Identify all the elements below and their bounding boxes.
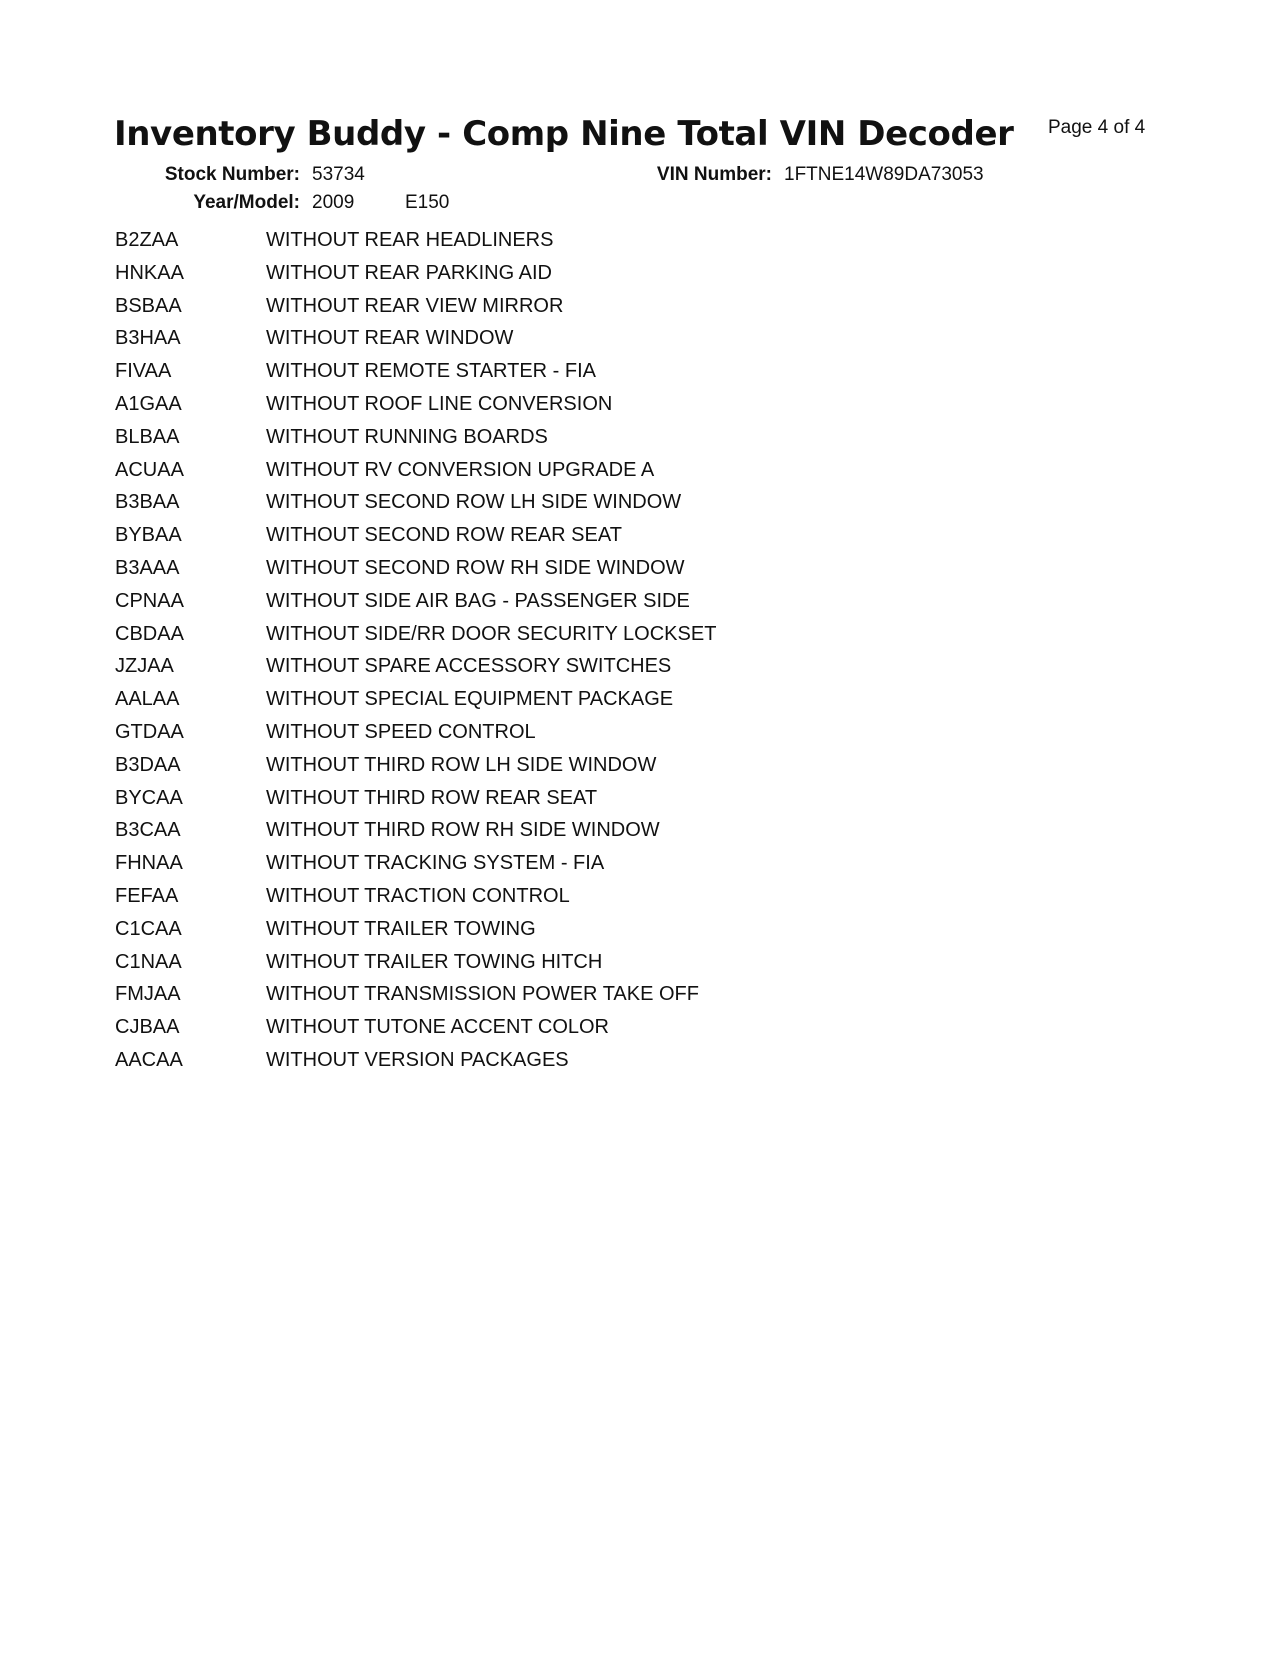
option-description: WITHOUT SECOND ROW RH SIDE WINDOW xyxy=(266,556,685,579)
option-description: WITHOUT TRACTION CONTROL xyxy=(266,884,570,907)
option-code: FIVAA xyxy=(115,360,172,383)
option-description: WITHOUT TRAILER TOWING xyxy=(266,917,536,940)
option-code: CPNAA xyxy=(115,589,184,612)
option-description: WITHOUT SPARE ACCESSORY SWITCHES xyxy=(266,655,672,678)
option-code: ACUAA xyxy=(115,458,184,481)
option-code: B3CAA xyxy=(115,819,181,842)
option-row xyxy=(115,557,716,590)
model-value: E150 xyxy=(405,192,450,213)
year-model-label: Year/Model: xyxy=(193,192,300,213)
option-description: WITHOUT REAR HEADLINERS xyxy=(266,229,554,251)
option-code: BLBAA xyxy=(115,425,180,448)
option-code: BYBAA xyxy=(115,524,182,547)
option-row xyxy=(115,459,716,492)
option-code: BSBAA xyxy=(115,294,182,317)
option-row xyxy=(115,524,716,557)
year-value: 2009 xyxy=(312,192,355,213)
option-code: B2ZAA xyxy=(115,229,179,251)
option-code: B3BAA xyxy=(115,491,180,514)
stock-number-value: 53734 xyxy=(312,164,365,185)
option-code: C1NAA xyxy=(115,950,182,973)
option-code: FHNAA xyxy=(115,852,183,875)
option-row xyxy=(115,393,716,426)
vin-number-value: 1FTNE14W89DA73053 xyxy=(784,164,984,185)
option-row xyxy=(115,754,716,787)
option-code: CBDAA xyxy=(115,622,184,645)
option-description: WITHOUT THIRD ROW REAR SEAT xyxy=(266,786,598,809)
option-row xyxy=(115,1049,716,1082)
option-code: B3DAA xyxy=(115,753,181,776)
stock-number-label: Stock Number: xyxy=(164,164,300,185)
option-code: GTDAA xyxy=(115,720,184,743)
option-row xyxy=(115,360,716,393)
option-description: WITHOUT SPEED CONTROL xyxy=(266,720,536,743)
option-code: B3AAA xyxy=(115,556,180,579)
option-code: FMJAA xyxy=(115,983,181,1006)
option-row xyxy=(115,655,716,688)
option-description: WITHOUT REMOTE STARTER - FIA xyxy=(266,360,596,383)
option-row xyxy=(115,623,716,656)
option-code: AACAA xyxy=(115,1048,183,1071)
option-description: WITHOUT SECOND ROW LH SIDE WINDOW xyxy=(266,491,682,514)
option-row xyxy=(115,918,716,951)
option-description: WITHOUT ROOF LINE CONVERSION xyxy=(266,392,613,415)
document-title: Inventory Buddy - Comp Nine Total VIN Decoder xyxy=(114,114,1014,154)
option-row xyxy=(115,590,716,623)
option-row xyxy=(115,721,716,754)
option-row xyxy=(115,327,716,360)
option-code: HNKAA xyxy=(115,261,184,284)
option-description: WITHOUT THIRD ROW RH SIDE WINDOW xyxy=(266,819,660,842)
option-description: WITHOUT TUTONE ACCENT COLOR xyxy=(266,1016,609,1039)
option-row xyxy=(115,229,716,262)
option-row xyxy=(115,951,716,984)
option-row xyxy=(115,688,716,721)
option-description: WITHOUT RUNNING BOARDS xyxy=(266,425,548,448)
option-code: A1GAA xyxy=(115,392,182,415)
page-number: Page 4 of 4 xyxy=(1048,117,1146,138)
option-row xyxy=(115,262,716,295)
option-row xyxy=(115,819,716,852)
option-code-list xyxy=(115,229,716,1082)
option-code: CJBAA xyxy=(115,1016,180,1039)
option-row xyxy=(115,426,716,459)
option-description: WITHOUT REAR WINDOW xyxy=(266,327,514,350)
option-description: WITHOUT SIDE/RR DOOR SECURITY LOCKSET xyxy=(266,622,717,645)
option-code: FEFAA xyxy=(115,884,179,907)
option-code: AALAA xyxy=(115,688,180,711)
option-description: WITHOUT VERSION PACKAGES xyxy=(266,1048,569,1071)
option-description: WITHOUT THIRD ROW LH SIDE WINDOW xyxy=(266,753,657,776)
option-description: WITHOUT REAR PARKING AID xyxy=(266,261,552,284)
option-description: WITHOUT TRAILER TOWING HITCH xyxy=(266,950,603,973)
option-row xyxy=(115,787,716,820)
option-row xyxy=(115,491,716,524)
option-row xyxy=(115,885,716,918)
option-description: WITHOUT RV CONVERSION UPGRADE A xyxy=(266,458,655,481)
option-description: WITHOUT TRANSMISSION POWER TAKE OFF xyxy=(266,983,699,1006)
option-description: WITHOUT REAR VIEW MIRROR xyxy=(266,294,564,317)
option-description: WITHOUT SECOND ROW REAR SEAT xyxy=(266,524,622,547)
option-description: WITHOUT TRACKING SYSTEM - FIA xyxy=(266,852,605,875)
option-row xyxy=(115,295,716,328)
option-description: WITHOUT SPECIAL EQUIPMENT PACKAGE xyxy=(266,688,674,711)
vin-number-label: VIN Number: xyxy=(656,164,772,185)
option-description: WITHOUT SIDE AIR BAG - PASSENGER SIDE xyxy=(266,589,690,612)
option-code: BYCAA xyxy=(115,786,183,809)
option-row xyxy=(115,1016,716,1049)
option-row xyxy=(115,983,716,1016)
option-code: C1CAA xyxy=(115,917,182,940)
option-code: B3HAA xyxy=(115,327,181,350)
option-row xyxy=(115,852,716,885)
option-code: JZJAA xyxy=(115,655,174,678)
